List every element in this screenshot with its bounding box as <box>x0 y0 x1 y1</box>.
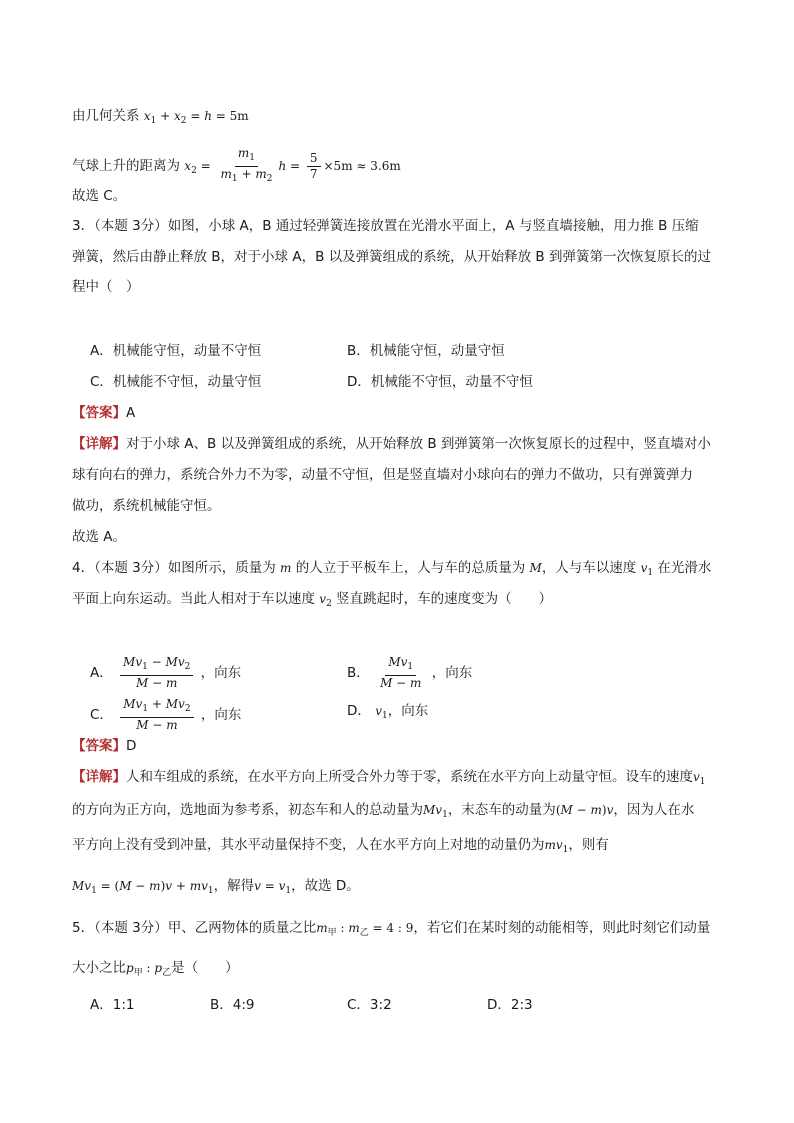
q4-detail-line-2: 的方向为正方向，选地面为参考系，初态车和人的总动量为$Mv_1$，末态车的动量为(M − m)v，因为人在水 <box>72 802 695 820</box>
q5-option-b: B．4:9 <box>210 997 255 1013</box>
q5-option-c: C．3:2 <box>347 997 392 1013</box>
question-4-line-2: 平面上向东运动。当此人相对于车以速度 $v_2$ 竖直跳起时，车的速度变为（ ） <box>72 591 553 609</box>
answer-choice-line: 故选 C。 <box>72 188 127 204</box>
q3-option-b: B．机械能守恒，动量守恒 <box>347 343 505 359</box>
q4-option-d: D． $v_1$，向东 <box>347 703 429 721</box>
q3-detail-line-3: 做功，系统机械能守恒。 <box>72 498 221 514</box>
text-line-geometry: 由几何关系 $x_1 + x_2 = h = 5m$ <box>72 108 249 126</box>
question-3-line-1: 3．（本题 3分）如图，小球 A，B 通过轻弹簧连接放置在光滑水平面上，A 与竖直墙接触，用力推 B 压缩 <box>72 218 699 234</box>
q5-option-a: A．1:1 <box>90 997 135 1013</box>
q3-detail-line-1: 【详解】对于小球 A、B 以及弹簧组成的系统，从开始释放 B 到弹簧第一次恢复原长的过程中，竖直墙对小 <box>72 436 711 452</box>
text-line-balloon-distance: 气球上升的距离为 $x_2$ = $\frac{m_1}{m_1 + m_2}$ h = $\frac{5}{7}$ ×5m ≈ 3.6m <box>72 146 401 184</box>
q3-option-a: A．机械能守恒，动量不守恒 <box>90 343 262 359</box>
q4-detail-line-4: $Mv_1 = (M - m)v + mv_1$，解得$v = v_1$，故选 D。 <box>72 878 360 896</box>
q3-detail-line-2: 球有向右的弹力，系统合外力不为零，动量不守恒，但是竖直墙对小球向右的弹力不做功，只有弹簧弹力 <box>72 467 693 483</box>
question-4-line-1: 4．（本题 3分）如图所示，质量为 m 的人立于平板车上，人与车的总质量为 M，人与车以速度 $v_1$ 在光滑水 <box>72 560 712 578</box>
equation-x1-x2: $x_1 + x_2 = h = 5m$ <box>143 109 249 126</box>
q3-conclusion: 故选 A。 <box>72 529 127 545</box>
question-5-line-1: 5．（本题 3分）甲、乙两物体的质量之比$m_甲$ : $m_乙 = 4$ : 9，若它们在某时刻的动能相等，则此时刻它们动量 <box>72 920 711 938</box>
question-3-line-2: 弹簧，然后由静止释放 B，对于小球 A，B 以及弹簧组成的系统，从开始释放 B 到弹簧第一次恢复原长的过 <box>72 249 711 265</box>
q3-option-c: C．机械能不守恒，动量守恒 <box>90 374 262 390</box>
q4-option-c: C． $\frac{Mv_1 + Mv_2}{M - m}$ ，向东 <box>90 697 242 732</box>
q4-answer: 【答案】D <box>72 738 137 754</box>
equation-x2: $x_2$ = $\frac{m_1}{m_1 + m_2}$ h = $\frac{5}{7}$ ×5m ≈ 3.6m <box>184 146 401 184</box>
q4-option-a: A． $\frac{Mv_1 - Mv_2}{M - m}$ ，向东 <box>90 655 242 690</box>
q3-option-d: D．机械能不守恒，动量不守恒 <box>347 374 533 390</box>
question-3-line-3: 程中（ ） <box>72 279 140 295</box>
q4-detail-line-3: 平方向上没有受到冲量，其水平动量保持不变，人在水平方向上对地的动量仍为$mv_1$，则有 <box>72 837 609 855</box>
question-5-line-2: 大小之比$p_甲$ : $p_乙$是（ ） <box>72 960 239 978</box>
q3-answer: 【答案】A <box>72 405 136 421</box>
q4-detail-line-1: 【详解】人和车组成的系统，在水平方向上所受合外力等于零，系统在水平方向上动量守恒。设车的速度$v_1$ <box>72 769 706 787</box>
q4-option-b: B． $\frac{Mv_1}{M - m}$ ，向东 <box>347 655 473 690</box>
q5-option-d: D．2:3 <box>487 997 533 1013</box>
